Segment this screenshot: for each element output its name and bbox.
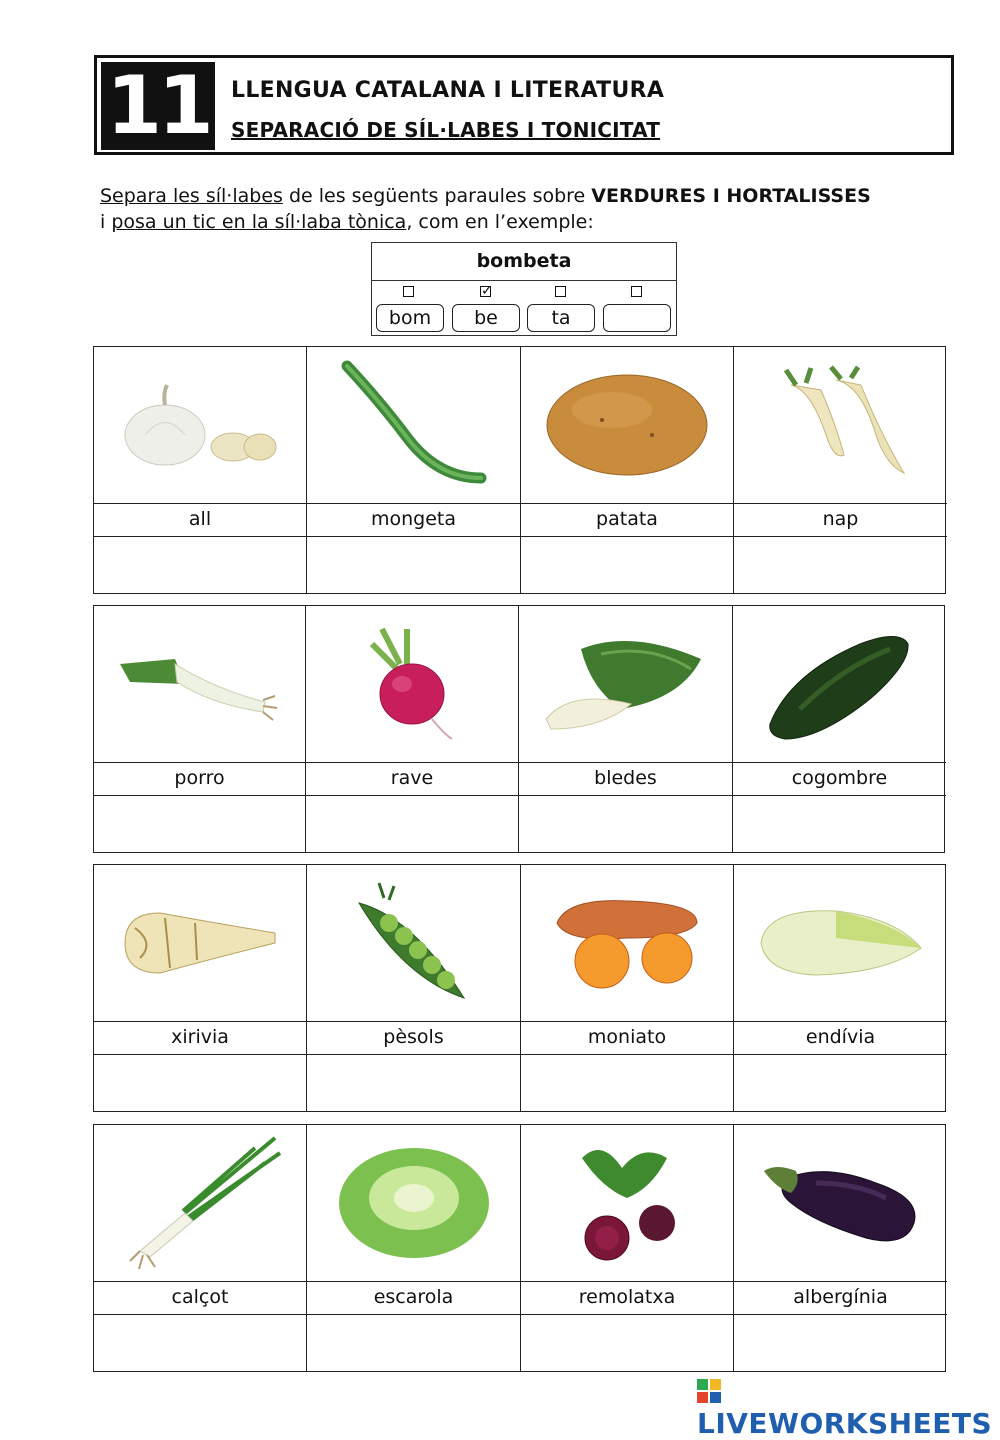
vegetable-cell bbox=[733, 606, 946, 852]
answer-area[interactable] bbox=[734, 1315, 947, 1372]
potato-icon bbox=[542, 370, 712, 480]
vegetable-cell bbox=[734, 865, 947, 1111]
vegetable-cell bbox=[94, 1125, 307, 1371]
vegetable-label: calçot bbox=[94, 1282, 306, 1315]
subject-title: LLENGUA CATALANA I LITERATURA bbox=[231, 78, 665, 103]
image-area bbox=[734, 865, 947, 1022]
image-area bbox=[519, 606, 732, 763]
vegetable-block-2 bbox=[93, 605, 945, 853]
vegetable-cell bbox=[734, 347, 947, 593]
radish-icon bbox=[352, 624, 472, 744]
vegetable-label: albergínia bbox=[734, 1282, 947, 1315]
vegetable-cell bbox=[94, 865, 307, 1111]
answer-area[interactable] bbox=[519, 796, 732, 853]
vegetable-block-4 bbox=[93, 1124, 946, 1372]
vegetable-cell bbox=[521, 347, 734, 593]
answer-area[interactable] bbox=[521, 1315, 733, 1372]
answer-area[interactable] bbox=[734, 537, 947, 594]
vegetable-label: xirivia bbox=[94, 1022, 306, 1055]
example-syllable-1: bom bbox=[376, 304, 444, 332]
vegetable-label: mongeta bbox=[307, 504, 520, 537]
unit-number: 11 bbox=[101, 62, 215, 150]
instruction-underlined-2: posa un tic en la síl·laba tònica bbox=[111, 211, 407, 233]
example-syllable-2: be bbox=[452, 304, 520, 332]
chard-icon bbox=[541, 629, 711, 739]
image-area bbox=[521, 347, 733, 504]
eggplant-icon bbox=[756, 1153, 926, 1253]
vegetable-cell bbox=[307, 1125, 521, 1371]
check-mark-icon: ✓ bbox=[481, 283, 493, 299]
image-area bbox=[734, 1125, 947, 1282]
instruction-underlined-1: Separa les síl·labes bbox=[100, 185, 283, 207]
vegetable-cell bbox=[94, 606, 306, 852]
answer-area[interactable] bbox=[94, 537, 306, 594]
vegetable-block-3 bbox=[93, 864, 946, 1112]
image-area bbox=[307, 865, 520, 1022]
image-area bbox=[306, 606, 518, 763]
cucumber-icon bbox=[760, 624, 920, 744]
image-area bbox=[307, 347, 520, 504]
vegetable-label: all bbox=[94, 504, 306, 537]
liveworksheets-logo-icon bbox=[697, 1379, 721, 1403]
vegetable-cell bbox=[521, 865, 734, 1111]
turnip-icon bbox=[766, 365, 916, 485]
worksheet-header bbox=[94, 55, 954, 155]
vegetable-label: cogombre bbox=[733, 763, 946, 796]
example-syllable-3: ta bbox=[527, 304, 595, 332]
liveworksheets-logo bbox=[697, 1374, 1000, 1440]
answer-area[interactable] bbox=[521, 1055, 733, 1112]
vegetable-block-1 bbox=[93, 346, 946, 594]
vegetable-cell bbox=[734, 1125, 947, 1371]
vegetable-label: patata bbox=[521, 504, 733, 537]
garlic-icon bbox=[115, 375, 285, 475]
vegetable-label: nap bbox=[734, 504, 947, 537]
answer-area[interactable] bbox=[94, 1315, 306, 1372]
vegetable-label: moniato bbox=[521, 1022, 733, 1055]
answer-area[interactable] bbox=[307, 1055, 520, 1112]
vegetable-label: rave bbox=[306, 763, 518, 796]
example-checkbox-4 bbox=[631, 286, 642, 297]
logo-text: LIVEWORKSHEETS bbox=[697, 1407, 993, 1440]
image-area bbox=[94, 606, 305, 763]
vegetable-label: escarola bbox=[307, 1282, 520, 1315]
answer-area[interactable] bbox=[734, 1055, 947, 1112]
calcot-icon bbox=[115, 1133, 285, 1273]
image-area bbox=[521, 1125, 733, 1282]
vegetable-label: remolatxa bbox=[521, 1282, 733, 1315]
image-area bbox=[94, 1125, 306, 1282]
image-area bbox=[733, 606, 946, 763]
escarole-icon bbox=[334, 1143, 494, 1263]
vegetable-cell bbox=[519, 606, 733, 852]
peas-icon bbox=[344, 878, 484, 1008]
answer-area[interactable] bbox=[733, 796, 946, 853]
answer-area[interactable] bbox=[307, 537, 520, 594]
topic-title: SEPARACIÓ DE SÍL·LABES I TONICITAT bbox=[231, 118, 661, 142]
beetroot-icon bbox=[562, 1138, 692, 1268]
answer-area[interactable] bbox=[521, 537, 733, 594]
example-checkbox-2 bbox=[480, 283, 493, 299]
instruction-text-1: de les següents paraules sobre bbox=[282, 185, 592, 207]
instructions-line-2 bbox=[100, 209, 594, 235]
vegetable-cell bbox=[521, 1125, 734, 1371]
answer-area[interactable] bbox=[94, 796, 305, 853]
vegetable-cell bbox=[307, 347, 521, 593]
image-area bbox=[94, 347, 306, 504]
image-area bbox=[734, 347, 947, 504]
sweet-potato-icon bbox=[547, 893, 707, 993]
leek-icon bbox=[115, 644, 285, 724]
example-box bbox=[371, 242, 677, 336]
example-checkbox-1 bbox=[403, 286, 414, 297]
instruction-topic: VERDURES I HORTALISSES bbox=[591, 185, 871, 207]
instruction-text-2b: , com en l’exemple: bbox=[406, 211, 594, 233]
answer-area[interactable] bbox=[94, 1055, 306, 1112]
parsnip-icon bbox=[115, 898, 285, 988]
vegetable-label: bledes bbox=[519, 763, 732, 796]
image-area bbox=[521, 865, 733, 1022]
vegetable-cell bbox=[307, 865, 521, 1111]
example-word: bombeta bbox=[372, 243, 676, 281]
vegetable-label: pèsols bbox=[307, 1022, 520, 1055]
example-syllable-4 bbox=[603, 304, 671, 332]
vegetable-label: porro bbox=[94, 763, 305, 796]
endive-icon bbox=[756, 903, 926, 983]
vegetable-cell bbox=[306, 606, 519, 852]
image-area bbox=[94, 865, 306, 1022]
instruction-text-2a: i bbox=[100, 211, 112, 233]
answer-area[interactable] bbox=[307, 1315, 520, 1372]
example-checkbox-3 bbox=[555, 286, 566, 297]
image-area bbox=[307, 1125, 520, 1282]
instructions-line-1 bbox=[100, 183, 871, 209]
green-bean-icon bbox=[339, 360, 489, 490]
vegetable-cell bbox=[94, 347, 307, 593]
vegetable-label: endívia bbox=[734, 1022, 947, 1055]
answer-area[interactable] bbox=[306, 796, 518, 853]
